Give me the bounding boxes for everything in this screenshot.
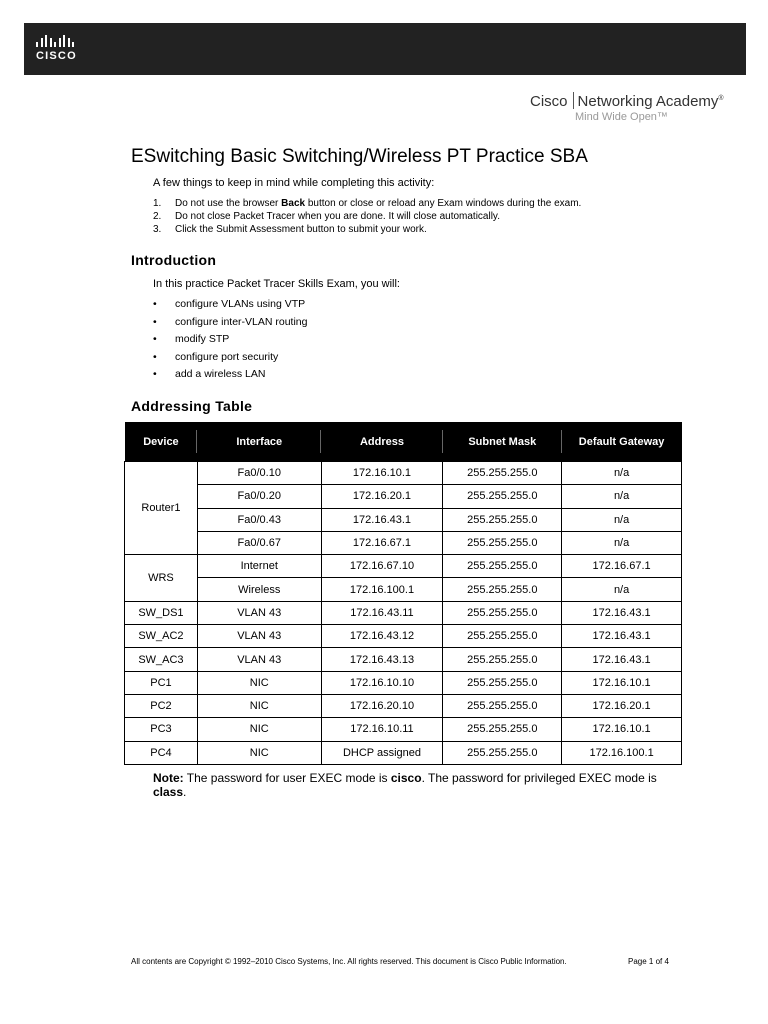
bullet-icon: • [153, 298, 157, 310]
default-gateway-cell: 172.16.100.1 [562, 741, 682, 764]
address-cell: 172.16.20.10 [321, 694, 443, 717]
default-gateway-cell: 172.16.43.1 [562, 625, 682, 648]
instruction-text: Do not close Packet Tracer when you are done. It will close automatically. [175, 211, 500, 222]
address-cell: 172.16.43.12 [321, 625, 443, 648]
table-row [125, 671, 682, 694]
interface-cell: NIC [197, 694, 321, 717]
instruction-number: 1. [153, 198, 162, 209]
note-text-3: . [183, 785, 187, 799]
table-row [125, 601, 682, 624]
introduction-heading: Introduction [131, 252, 217, 268]
copyright-text: All contents are Copyright © 1992–2010 Cisco Systems, Inc. All rights reserved. This document is Cisco Public Information. [131, 957, 567, 966]
header-bar [24, 23, 746, 75]
column-header-label: Device [143, 435, 179, 448]
address-cell: 172.16.10.1 [321, 462, 443, 485]
default-gateway-cell: 172.16.20.1 [562, 694, 682, 717]
cisco-logo-bars-icon [36, 35, 96, 47]
column-header-label: Address [359, 435, 404, 448]
default-gateway-cell: n/a [562, 531, 682, 554]
objective-text: modify STP [175, 333, 230, 345]
interface-cell: Wireless [197, 578, 321, 601]
device-cell: WRS [125, 555, 198, 602]
column-header [443, 422, 562, 462]
subnet-mask-cell: 255.255.255.0 [443, 531, 562, 554]
device-cell: SW_AC2 [125, 625, 198, 648]
table-row [125, 555, 682, 578]
cisco-logo [36, 35, 96, 67]
column-header-label: Default Gateway [578, 435, 665, 448]
address-cell: 172.16.67.10 [321, 555, 443, 578]
interface-cell: VLAN 43 [197, 648, 321, 671]
default-gateway-cell: 172.16.43.1 [562, 601, 682, 624]
subnet-mask-cell: 255.255.255.0 [443, 718, 562, 741]
subnet-mask-cell: 255.255.255.0 [443, 555, 562, 578]
bullet-icon: • [153, 350, 157, 363]
table-row [125, 462, 682, 485]
interface-cell: Fa0/0.10 [197, 462, 321, 485]
subnet-mask-cell: 255.255.255.0 [443, 741, 562, 764]
subnet-mask-cell: 255.255.255.0 [443, 648, 562, 671]
device-cell: PC1 [125, 671, 198, 694]
address-cell: 172.16.20.1 [321, 485, 443, 508]
instruction-bold-text: Back [281, 198, 306, 209]
subnet-mask-cell: 255.255.255.0 [443, 485, 562, 508]
table-header-row [125, 422, 682, 462]
note-text-1: The password for user EXEC mode is [183, 771, 391, 785]
instruction-text-end: button or close or reload any Exam windows during the exam. [305, 198, 582, 209]
page-footer [131, 957, 691, 966]
device-cell: PC3 [125, 718, 198, 741]
default-gateway-cell: n/a [562, 485, 682, 508]
column-header [321, 422, 443, 462]
subnet-mask-cell: 255.255.255.0 [443, 694, 562, 717]
objective-item [153, 351, 308, 369]
interface-cell: NIC [197, 741, 321, 764]
address-cell: 172.16.10.11 [321, 718, 443, 741]
bullet-icon: • [153, 315, 157, 328]
address-cell: 172.16.43.1 [321, 508, 443, 531]
objective-text: configure VLANs using VTP [175, 298, 306, 310]
bullet-icon: • [153, 333, 157, 345]
device-cell: Router1 [125, 462, 198, 555]
default-gateway-cell: n/a [562, 508, 682, 531]
objective-text: add a wireless LAN [175, 368, 266, 380]
column-header [125, 422, 198, 462]
objective-item [153, 316, 308, 334]
networking-academy-logo [530, 92, 748, 126]
bullet-icon: • [153, 368, 157, 380]
instruction-text: Click the Submit Assessment button to submit your work. [175, 224, 427, 235]
table-row [125, 694, 682, 717]
address-cell: DHCP assigned [321, 741, 443, 764]
device-cell: SW_AC3 [125, 648, 198, 671]
address-cell: 172.16.43.13 [321, 648, 443, 671]
cisco-logo-text: CISCO [36, 50, 77, 62]
interface-cell: Fa0/0.43 [197, 508, 321, 531]
objective-text: configure port security [175, 350, 279, 363]
table-row [125, 741, 682, 764]
default-gateway-cell: 172.16.43.1 [562, 648, 682, 671]
address-cell: 172.16.67.1 [321, 531, 443, 554]
instruction-number: 3. [153, 224, 162, 235]
interface-cell: VLAN 43 [197, 601, 321, 624]
objectives-list [153, 298, 308, 386]
instruction-item [153, 210, 581, 223]
subnet-mask-cell: 255.255.255.0 [443, 578, 562, 601]
table-body [125, 462, 682, 765]
instruction-text: Do not use the browser [175, 198, 282, 209]
table-row [125, 508, 682, 531]
note-label: Note: [153, 771, 184, 785]
subnet-mask-cell: 255.255.255.0 [443, 671, 562, 694]
academy-brand: Cisco [530, 93, 568, 110]
user-exec-password: cisco [390, 771, 422, 785]
column-header-label: Subnet Mask [468, 435, 537, 448]
default-gateway-cell: n/a [562, 462, 682, 485]
objective-item [153, 298, 308, 316]
table-row [125, 648, 682, 671]
instruction-item [153, 223, 581, 236]
column-header [197, 422, 321, 462]
objective-item [153, 333, 308, 351]
column-header [562, 422, 682, 462]
privileged-exec-password: class [153, 785, 184, 799]
interface-cell: NIC [197, 671, 321, 694]
page-number: Page 1 of 4 [628, 957, 669, 966]
subnet-mask-cell: 255.255.255.0 [443, 508, 562, 531]
instruction-item [153, 197, 581, 210]
device-cell: SW_DS1 [125, 601, 198, 624]
address-cell: 172.16.100.1 [321, 578, 443, 601]
academy-divider [573, 92, 574, 109]
instructions-list [153, 197, 581, 236]
interface-cell: VLAN 43 [197, 625, 321, 648]
device-cell: PC2 [125, 694, 198, 717]
subnet-mask-cell: 255.255.255.0 [443, 625, 562, 648]
table-row [125, 718, 682, 741]
table-row [125, 531, 682, 554]
password-note [153, 771, 693, 799]
default-gateway-cell: n/a [562, 578, 682, 601]
academy-tagline: Mind Wide Open™ [575, 111, 668, 123]
device-cell: PC4 [125, 741, 198, 764]
instructions-intro: A few things to keep in mind while completing this activity: [153, 177, 435, 189]
instruction-number: 2. [153, 211, 162, 222]
introduction-text: In this practice Packet Tracer Skills Exam, you will: [153, 278, 400, 290]
address-cell: 172.16.10.10 [321, 671, 443, 694]
addressing-table-heading: Addressing Table [131, 398, 253, 414]
table-row [125, 485, 682, 508]
page-title: ESwitching Basic Switching/Wireless PT Practice SBA [131, 146, 588, 167]
academy-name: Networking Academy [577, 93, 719, 110]
addressing-table [124, 422, 682, 765]
default-gateway-cell: 172.16.10.1 [562, 671, 682, 694]
table-row [125, 578, 682, 601]
interface-cell: Fa0/0.67 [197, 531, 321, 554]
address-cell: 172.16.43.11 [321, 601, 443, 624]
subnet-mask-cell: 255.255.255.0 [443, 462, 562, 485]
default-gateway-cell: 172.16.67.1 [562, 555, 682, 578]
column-header-label: Interface [236, 435, 283, 448]
interface-cell: Fa0/0.20 [197, 485, 321, 508]
objective-text: configure inter-VLAN routing [175, 315, 308, 328]
objective-item [153, 368, 308, 386]
note-text-2: . The password for privileged EXEC mode is [421, 771, 657, 785]
table-row [125, 625, 682, 648]
academy-registered-mark: ® [718, 95, 724, 102]
subnet-mask-cell: 255.255.255.0 [443, 601, 562, 624]
default-gateway-cell: 172.16.10.1 [562, 718, 682, 741]
interface-cell: Internet [197, 555, 321, 578]
interface-cell: NIC [197, 718, 321, 741]
